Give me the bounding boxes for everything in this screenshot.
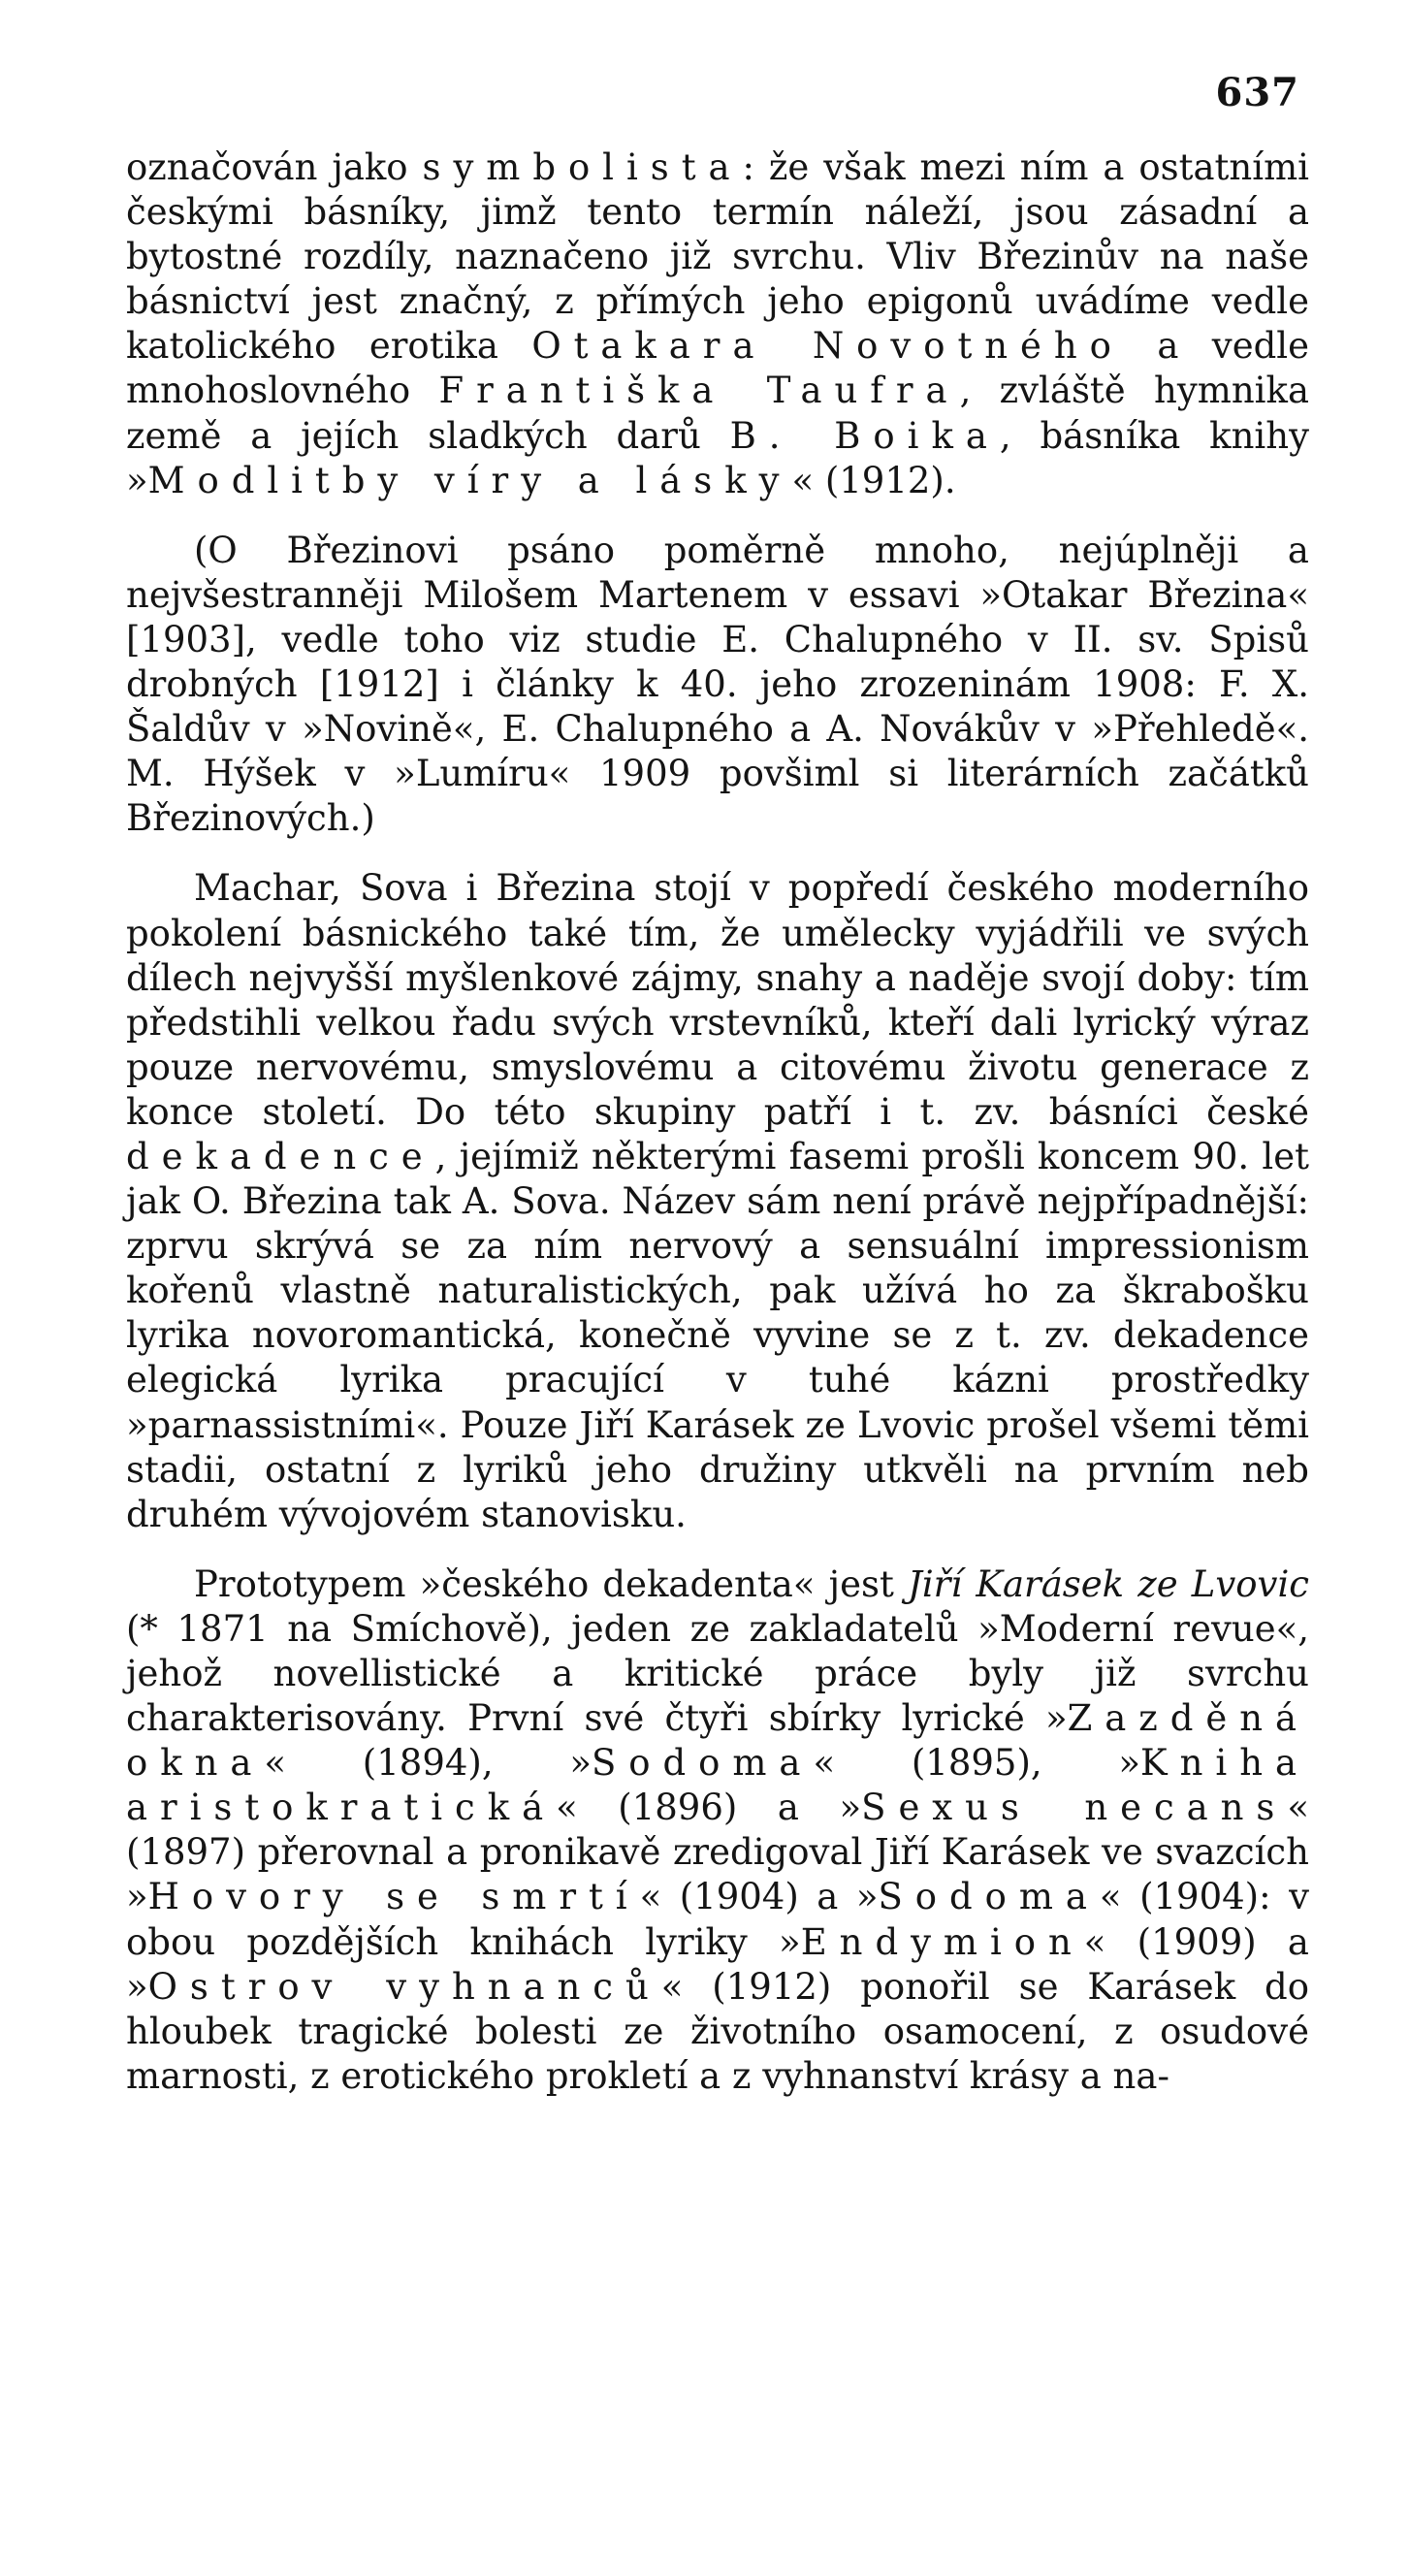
paragraph-czech-decadence — [126, 866, 1309, 1536]
page-number: 637 — [1215, 70, 1299, 115]
emphasized-text: dekadence — [126, 1135, 435, 1177]
text-run: , zvláště hymnika země a jejích sladkých darů — [126, 370, 1309, 457]
emphasized-text: symbolista — [422, 146, 743, 188]
emphasized-text: Sodoma — [878, 1876, 1100, 1918]
text-run: « (1912) ponořil se Karásek do hloubek tragické bolesti ze životního osamocení, z osudové marnosti, z erotického prokletí a z vyhnanství krásy a na- — [126, 1965, 1309, 2097]
emphasized-text: Endymion — [800, 1920, 1084, 1963]
text-run: označován jako — [126, 146, 423, 188]
paragraph-karasek — [126, 1562, 1309, 2099]
text-run: Machar, Sova i Březina stojí v popředí českého moderního pokolení básnického také tím, že umělecky vyjádřili ve svých dílech nejvyšší myšlenkové zájmy, snahy a naděje svojí doby: tím předstihli velkou řadu svých vrstevníků, kteří dali lyrický výraz pouze nervovému, smyslovému a citovému životu generace z konce století. Do této skupiny patří i t. zv. básníci české — [126, 867, 1309, 1133]
emphasized-text: Ostrov vyhnanců — [147, 1965, 661, 2008]
text-run: Prototypem »českého dekadenta« jest — [194, 1562, 908, 1605]
text-run: « (1897) přerovnal a pronikavě zredigoval Jiří Karásek ve svazcích » — [126, 1787, 1309, 1918]
emphasized-text: Modlitby víry a lásky — [147, 459, 792, 501]
emphasized-text: Kniha aristokratická — [126, 1742, 1309, 1829]
text-run: a vedle mnohoslovného — [126, 325, 1310, 412]
emphasized-text: B. Boika — [729, 414, 1000, 457]
emphasized-text: Otakara Novotného — [531, 325, 1124, 368]
text-run: « (1909) a » — [126, 1920, 1309, 2008]
emphasized-text: Hovory se smrtí — [147, 1876, 640, 1918]
text-run: (* 1871 na Smíchově), jeden ze zakladatelů »Moderní revue«, jehož novellistické a kritické práce byly již svrchu charakterisovány. První své čtyři sbírky lyrické » — [126, 1607, 1309, 1740]
emphasized-text: Františka Taufra — [438, 370, 960, 412]
text-run: « (1896) a » — [556, 1787, 862, 1829]
paragraph-bibliography-note — [126, 529, 1309, 842]
text-run: « (1894), » — [264, 1742, 592, 1785]
text-run: « (1904) a » — [639, 1876, 879, 1918]
text-run: , básníka knihy » — [126, 414, 1309, 501]
text-run: « (1912). — [791, 459, 956, 501]
text-run: , jejímiž některými fasemi prošli koncem 90. let jak O. Březina tak A. Sova. Název sám není právě nejpřípadnější: zprvu skrývá se za ním nervový a sensuální impressionism kořenů vlastně naturalistických, pak užívá ho za škrabošku lyrika novoromantická, konečně vyvine se z t. zv. dekadence elegická lyrika pracující v tuhé kázni prostředky »parnassistními«. Pouze Jiří Karásek ze Lvovic prošel všemi těmi stadii, ostatní z lyriků jeho družiny utkvěli na prvním neb druhém vývojovém stanovisku. — [126, 1135, 1309, 1535]
emphasized-text: Sodoma — [592, 1742, 814, 1785]
text-run: « (1895), » — [813, 1742, 1141, 1785]
text-run: (O Březinovi psáno poměrně mnoho, nejúplněji a nejvšestranněji Milošem Martenem v essavi »Otakar Březina« [1903], vedle toho viz studie E. Chalupného v II. sv. Spisů drobných [1912] i články k 40. jeho zrozeninám 1908: F. X. Šaldův v »Novině«, E. Chalupného a A. Novákův v »Přehledě«. M. Hýšek v »Lumíru« 1909 povšiml si literárních začátků Březinových.) — [126, 529, 1309, 840]
emphasized-text: Zazděná okna — [126, 1697, 1309, 1785]
paragraph-symbolism-influence — [126, 145, 1309, 503]
emphasized-text: Sexus necans — [861, 1787, 1288, 1829]
italic-name: Jiří Karásek ze Lvovic — [908, 1562, 1309, 1605]
text-run: « (1904): v obou pozdějších knihách lyriky » — [126, 1876, 1309, 1963]
text-column — [126, 145, 1309, 2099]
text-run: : že však mezi ním a ostatními českými básníky, jimž tento termín náleží, jsou zásadní a bytostné rozdíly, naznačeno již svrchu. Vliv Březinův na naše básnictví jest značný, z přímých jeho epigonů uvádíme vedle katolického erotika — [126, 146, 1309, 368]
